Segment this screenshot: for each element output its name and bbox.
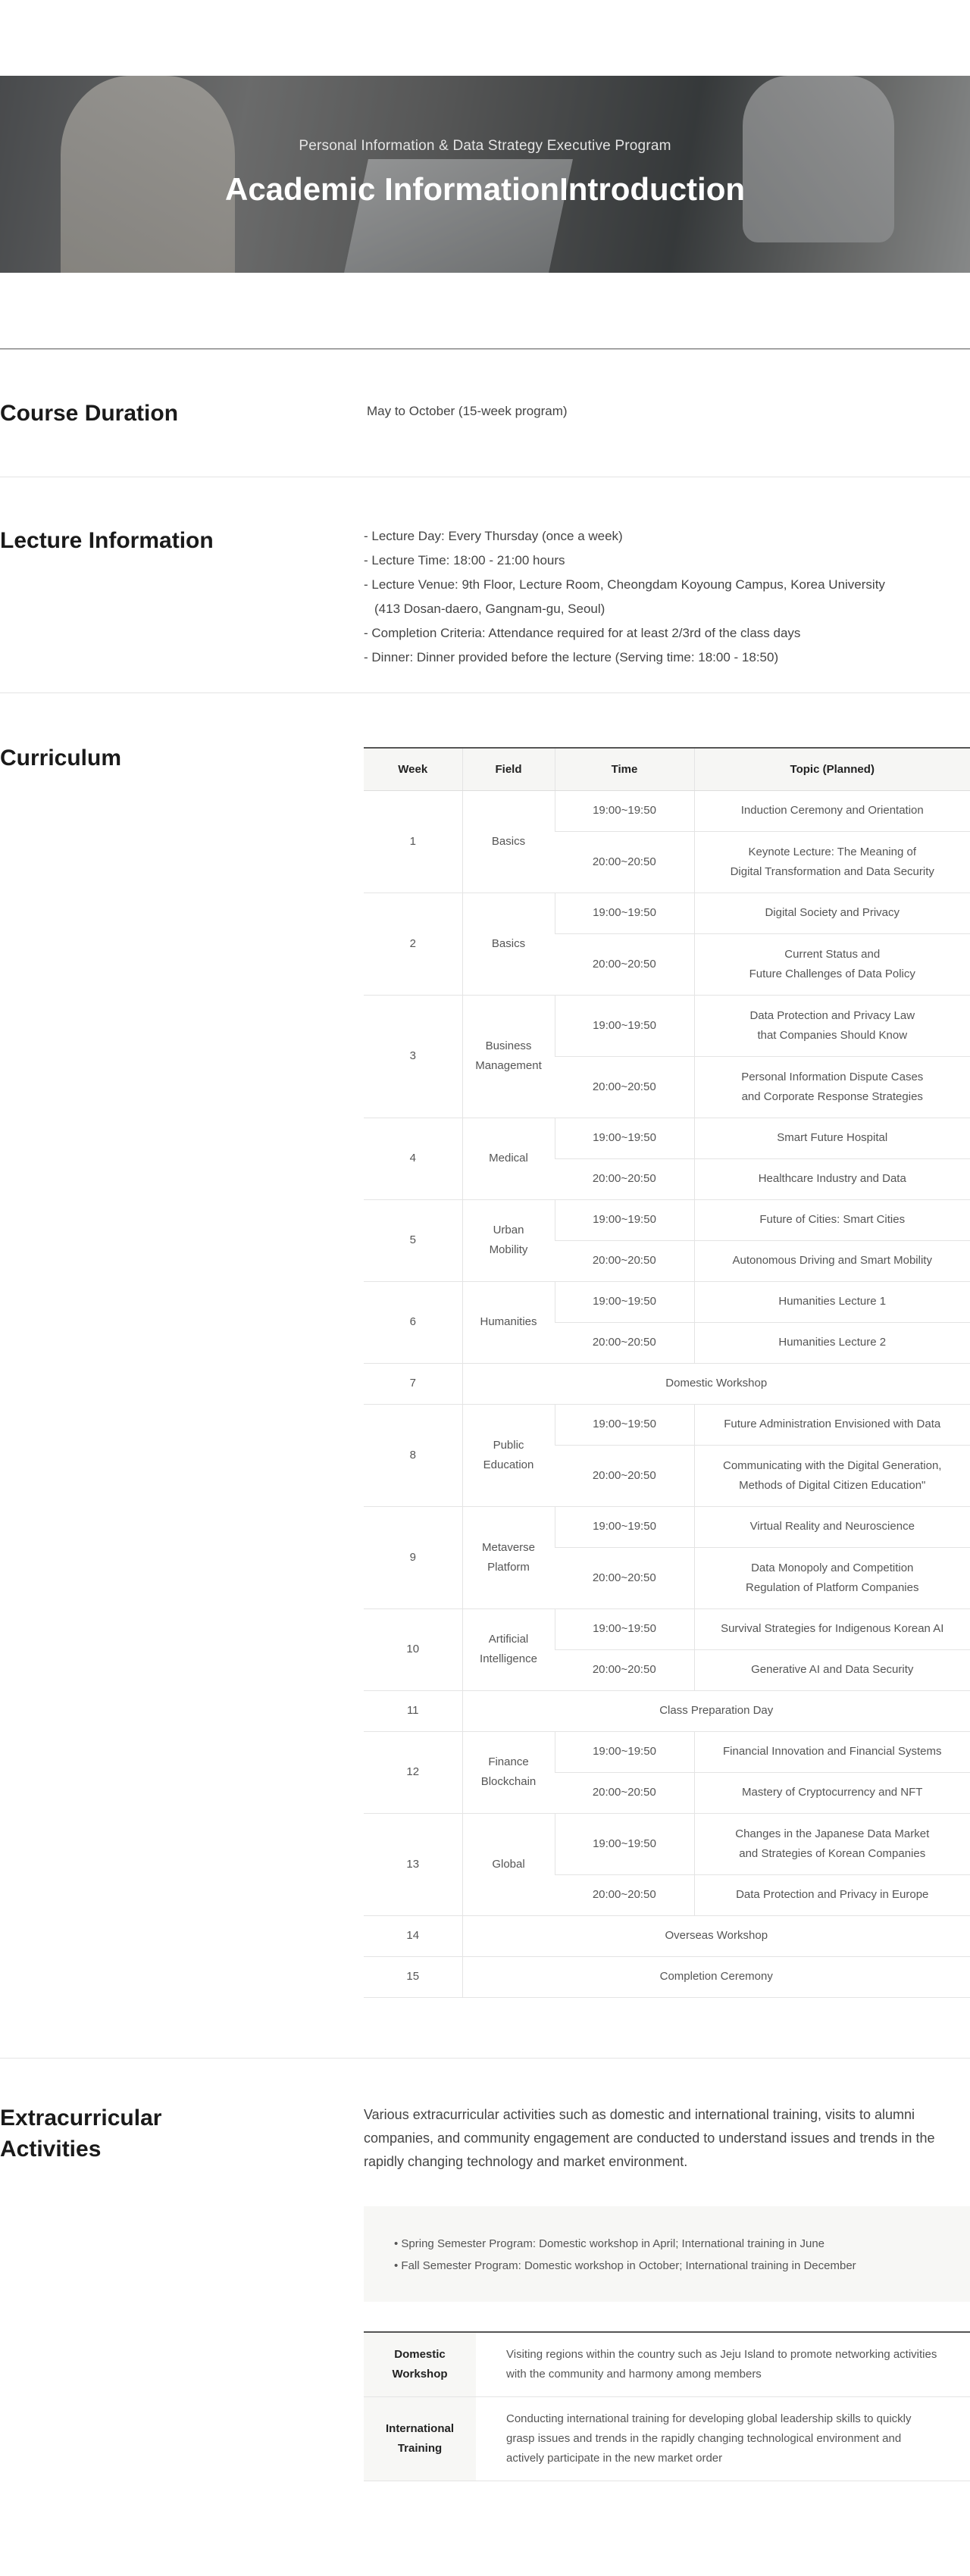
time-cell: 19:00~19:50	[555, 995, 694, 1056]
topic-cell: Data Protection and Privacy in Europe	[694, 1874, 970, 1915]
time-cell: 19:00~19:50	[555, 1813, 694, 1874]
curriculum-title: Curriculum	[0, 746, 122, 771]
field-cell: Metaverse Platform	[462, 1506, 555, 1608]
topic-cell: Data Monopoly and Competition Regulation of Platform Companies	[694, 1547, 970, 1608]
topic-cell: Humanities Lecture 1	[694, 1281, 970, 1322]
week-cell: 15	[364, 1956, 462, 1997]
lecture-info-item: - Lecture Time: 18:00 - 21:00 hours	[364, 553, 565, 567]
week-cell: 6	[364, 1281, 462, 1363]
activity-description: Visiting regions within the country such as Jeju Island to promote networking activities with the community and harmony among members	[476, 2332, 970, 2396]
curriculum-body	[364, 790, 970, 1997]
topic-cell: Generative AI and Data Security	[694, 1649, 970, 1690]
table-row	[364, 1690, 970, 1731]
field-cell: Basics	[462, 790, 555, 893]
activity-label: International Training	[364, 2396, 476, 2481]
time-cell: 19:00~19:50	[555, 1506, 694, 1547]
time-cell: 20:00~20:50	[555, 1772, 694, 1813]
activity-row	[364, 2396, 970, 2481]
section-divider	[0, 692, 970, 693]
table-row	[364, 1118, 970, 1158]
program-item: • Fall Semester Program: Domestic workshop in October; International training in December	[394, 2259, 856, 2272]
week-cell: 12	[364, 1731, 462, 1813]
week-cell: 4	[364, 1118, 462, 1199]
time-cell: 20:00~20:50	[555, 1445, 694, 1506]
week-cell: 1	[364, 790, 462, 893]
time-cell: 20:00~20:50	[555, 1158, 694, 1199]
field-cell: Basics	[462, 893, 555, 995]
activity-description: Conducting international training for developing global leadership skills to quickly grasp issues and trends in the rapidly changing technological environment and actively participate in the new market order	[476, 2396, 970, 2481]
table-row	[364, 995, 970, 1056]
topic-cell: Changes in the Japanese Data Market and Strategies of Korean Companies	[694, 1813, 970, 1874]
hero-banner	[0, 76, 970, 273]
field-cell: Medical	[462, 1118, 555, 1199]
table-row	[364, 1199, 970, 1240]
time-cell: 19:00~19:50	[555, 893, 694, 933]
week-cell: 11	[364, 1690, 462, 1731]
time-cell: 19:00~19:50	[555, 1731, 694, 1772]
topic-cell: Personal Information Dispute Cases and Corporate Response Strategies	[694, 1056, 970, 1118]
week-cell: 3	[364, 995, 462, 1118]
table-row	[364, 1281, 970, 1322]
time-cell: 20:00~20:50	[555, 1240, 694, 1281]
time-cell: 20:00~20:50	[555, 1649, 694, 1690]
week-cell: 7	[364, 1363, 462, 1404]
field-cell: Humanities	[462, 1281, 555, 1363]
time-cell: 20:00~20:50	[555, 1547, 694, 1608]
time-cell: 19:00~19:50	[555, 1281, 694, 1322]
week-cell: 5	[364, 1199, 462, 1281]
topic-cell: Future of Cities: Smart Cities	[694, 1199, 970, 1240]
topic-cell: Smart Future Hospital	[694, 1118, 970, 1158]
time-cell: 19:00~19:50	[555, 1199, 694, 1240]
section-divider	[0, 2058, 970, 2059]
topic-cell: Keynote Lecture: The Meaning of Digital Transformation and Data Security	[694, 831, 970, 893]
topic-cell: Current Status and Future Challenges of Data Policy	[694, 933, 970, 995]
table-row	[364, 1404, 970, 1445]
table-row	[364, 1915, 970, 1956]
table-row	[364, 790, 970, 831]
topic-cell: Digital Society and Privacy	[694, 893, 970, 933]
lecture-info-item: - Dinner: Dinner provided before the lecture (Serving time: 18:00 - 18:50)	[364, 650, 779, 664]
time-cell: 19:00~19:50	[555, 1118, 694, 1158]
field-cell: Business Management	[462, 995, 555, 1118]
topic-cell: Mastery of Cryptocurrency and NFT	[694, 1772, 970, 1813]
extracurricular-title: Extracurricular Activities	[0, 2106, 162, 2162]
lecture-info-item: - Completion Criteria: Attendance required for at least 2/3rd of the class days	[364, 626, 801, 640]
course-duration-text: May to October (15-week program)	[367, 404, 568, 418]
topic-cell: Future Administration Envisioned with Data	[694, 1404, 970, 1445]
event-cell: Completion Ceremony	[462, 1956, 970, 1997]
time-cell: 20:00~20:50	[555, 933, 694, 995]
hero-title: Academic InformationIntroduction	[224, 171, 746, 207]
event-cell: Domestic Workshop	[462, 1363, 970, 1404]
time-cell: 20:00~20:50	[555, 1874, 694, 1915]
week-cell: 10	[364, 1608, 462, 1690]
lecture-info-list	[364, 524, 962, 670]
topic-cell: Healthcare Industry and Data	[694, 1158, 970, 1199]
lecture-info-item: - Lecture Day: Every Thursday (once a week)	[364, 529, 623, 543]
lecture-info-item: - Lecture Venue: 9th Floor, Lecture Room, Cheongdam Koyoung Campus, Korea University	[364, 577, 885, 592]
time-cell: 19:00~19:50	[555, 790, 694, 831]
week-cell: 2	[364, 893, 462, 995]
week-cell: 9	[364, 1506, 462, 1608]
table-row	[364, 1731, 970, 1772]
topic-cell: Humanities Lecture 2	[694, 1322, 970, 1363]
curriculum-table	[364, 747, 970, 1998]
field-cell: Public Education	[462, 1404, 555, 1506]
lecture-info-item: (413 Dosan-daero, Gangnam-gu, Seoul)	[374, 602, 605, 616]
topic-cell: Autonomous Driving and Smart Mobility	[694, 1240, 970, 1281]
table-row	[364, 1363, 970, 1404]
program-notice-box	[364, 2206, 970, 2302]
table-row	[364, 893, 970, 933]
topic-cell: Induction Ceremony and Orientation	[694, 790, 970, 831]
week-cell: 14	[364, 1915, 462, 1956]
week-cell: 13	[364, 1813, 462, 1915]
field-cell: Artificial Intelligence	[462, 1608, 555, 1690]
topic-cell: Survival Strategies for Indigenous Korean AI	[694, 1608, 970, 1649]
event-cell: Class Preparation Day	[462, 1690, 970, 1731]
time-cell: 20:00~20:50	[555, 1056, 694, 1118]
topic-cell: Communicating with the Digital Generation, Methods of Digital Citizen Education"	[694, 1445, 970, 1506]
activity-row	[364, 2332, 970, 2396]
field-cell: Finance Blockchain	[462, 1731, 555, 1813]
extracurricular-intro: Various extracurricular activities such as domestic and international training, visits to alumni companies, and community engagement are conducted to understand issues and trends in the rapidly changing technology and market environment.	[364, 2107, 935, 2169]
time-cell: 20:00~20:50	[555, 831, 694, 893]
header-week: Week	[364, 748, 462, 790]
time-cell: 19:00~19:50	[555, 1404, 694, 1445]
curriculum-header-row	[364, 748, 970, 790]
time-cell: 20:00~20:50	[555, 1322, 694, 1363]
table-row	[364, 1506, 970, 1547]
event-cell: Overseas Workshop	[462, 1915, 970, 1956]
header-field: Field	[462, 748, 555, 790]
field-cell: Global	[462, 1813, 555, 1915]
topic-cell: Virtual Reality and Neuroscience	[694, 1506, 970, 1547]
program-item: • Spring Semester Program: Domestic workshop in April; International training in June	[394, 2237, 825, 2250]
activities-table	[364, 2331, 970, 2481]
table-row	[364, 1813, 970, 1874]
activity-label: Domestic Workshop	[364, 2332, 476, 2396]
time-cell: 19:00~19:50	[555, 1608, 694, 1649]
table-row	[364, 1608, 970, 1649]
header-topic: Topic (Planned)	[694, 748, 970, 790]
field-cell: Urban Mobility	[462, 1199, 555, 1281]
lecture-info-title: Lecture Information	[0, 528, 214, 553]
course-duration-title: Course Duration	[0, 401, 179, 426]
week-cell: 8	[364, 1404, 462, 1506]
header-time: Time	[555, 748, 694, 790]
topic-cell: Financial Innovation and Financial Systems	[694, 1731, 970, 1772]
topic-cell: Data Protection and Privacy Law that Companies Should Know	[694, 995, 970, 1056]
hero-subtitle: Personal Information & Data Strategy Executive Program	[299, 138, 671, 154]
table-row	[364, 1956, 970, 1997]
